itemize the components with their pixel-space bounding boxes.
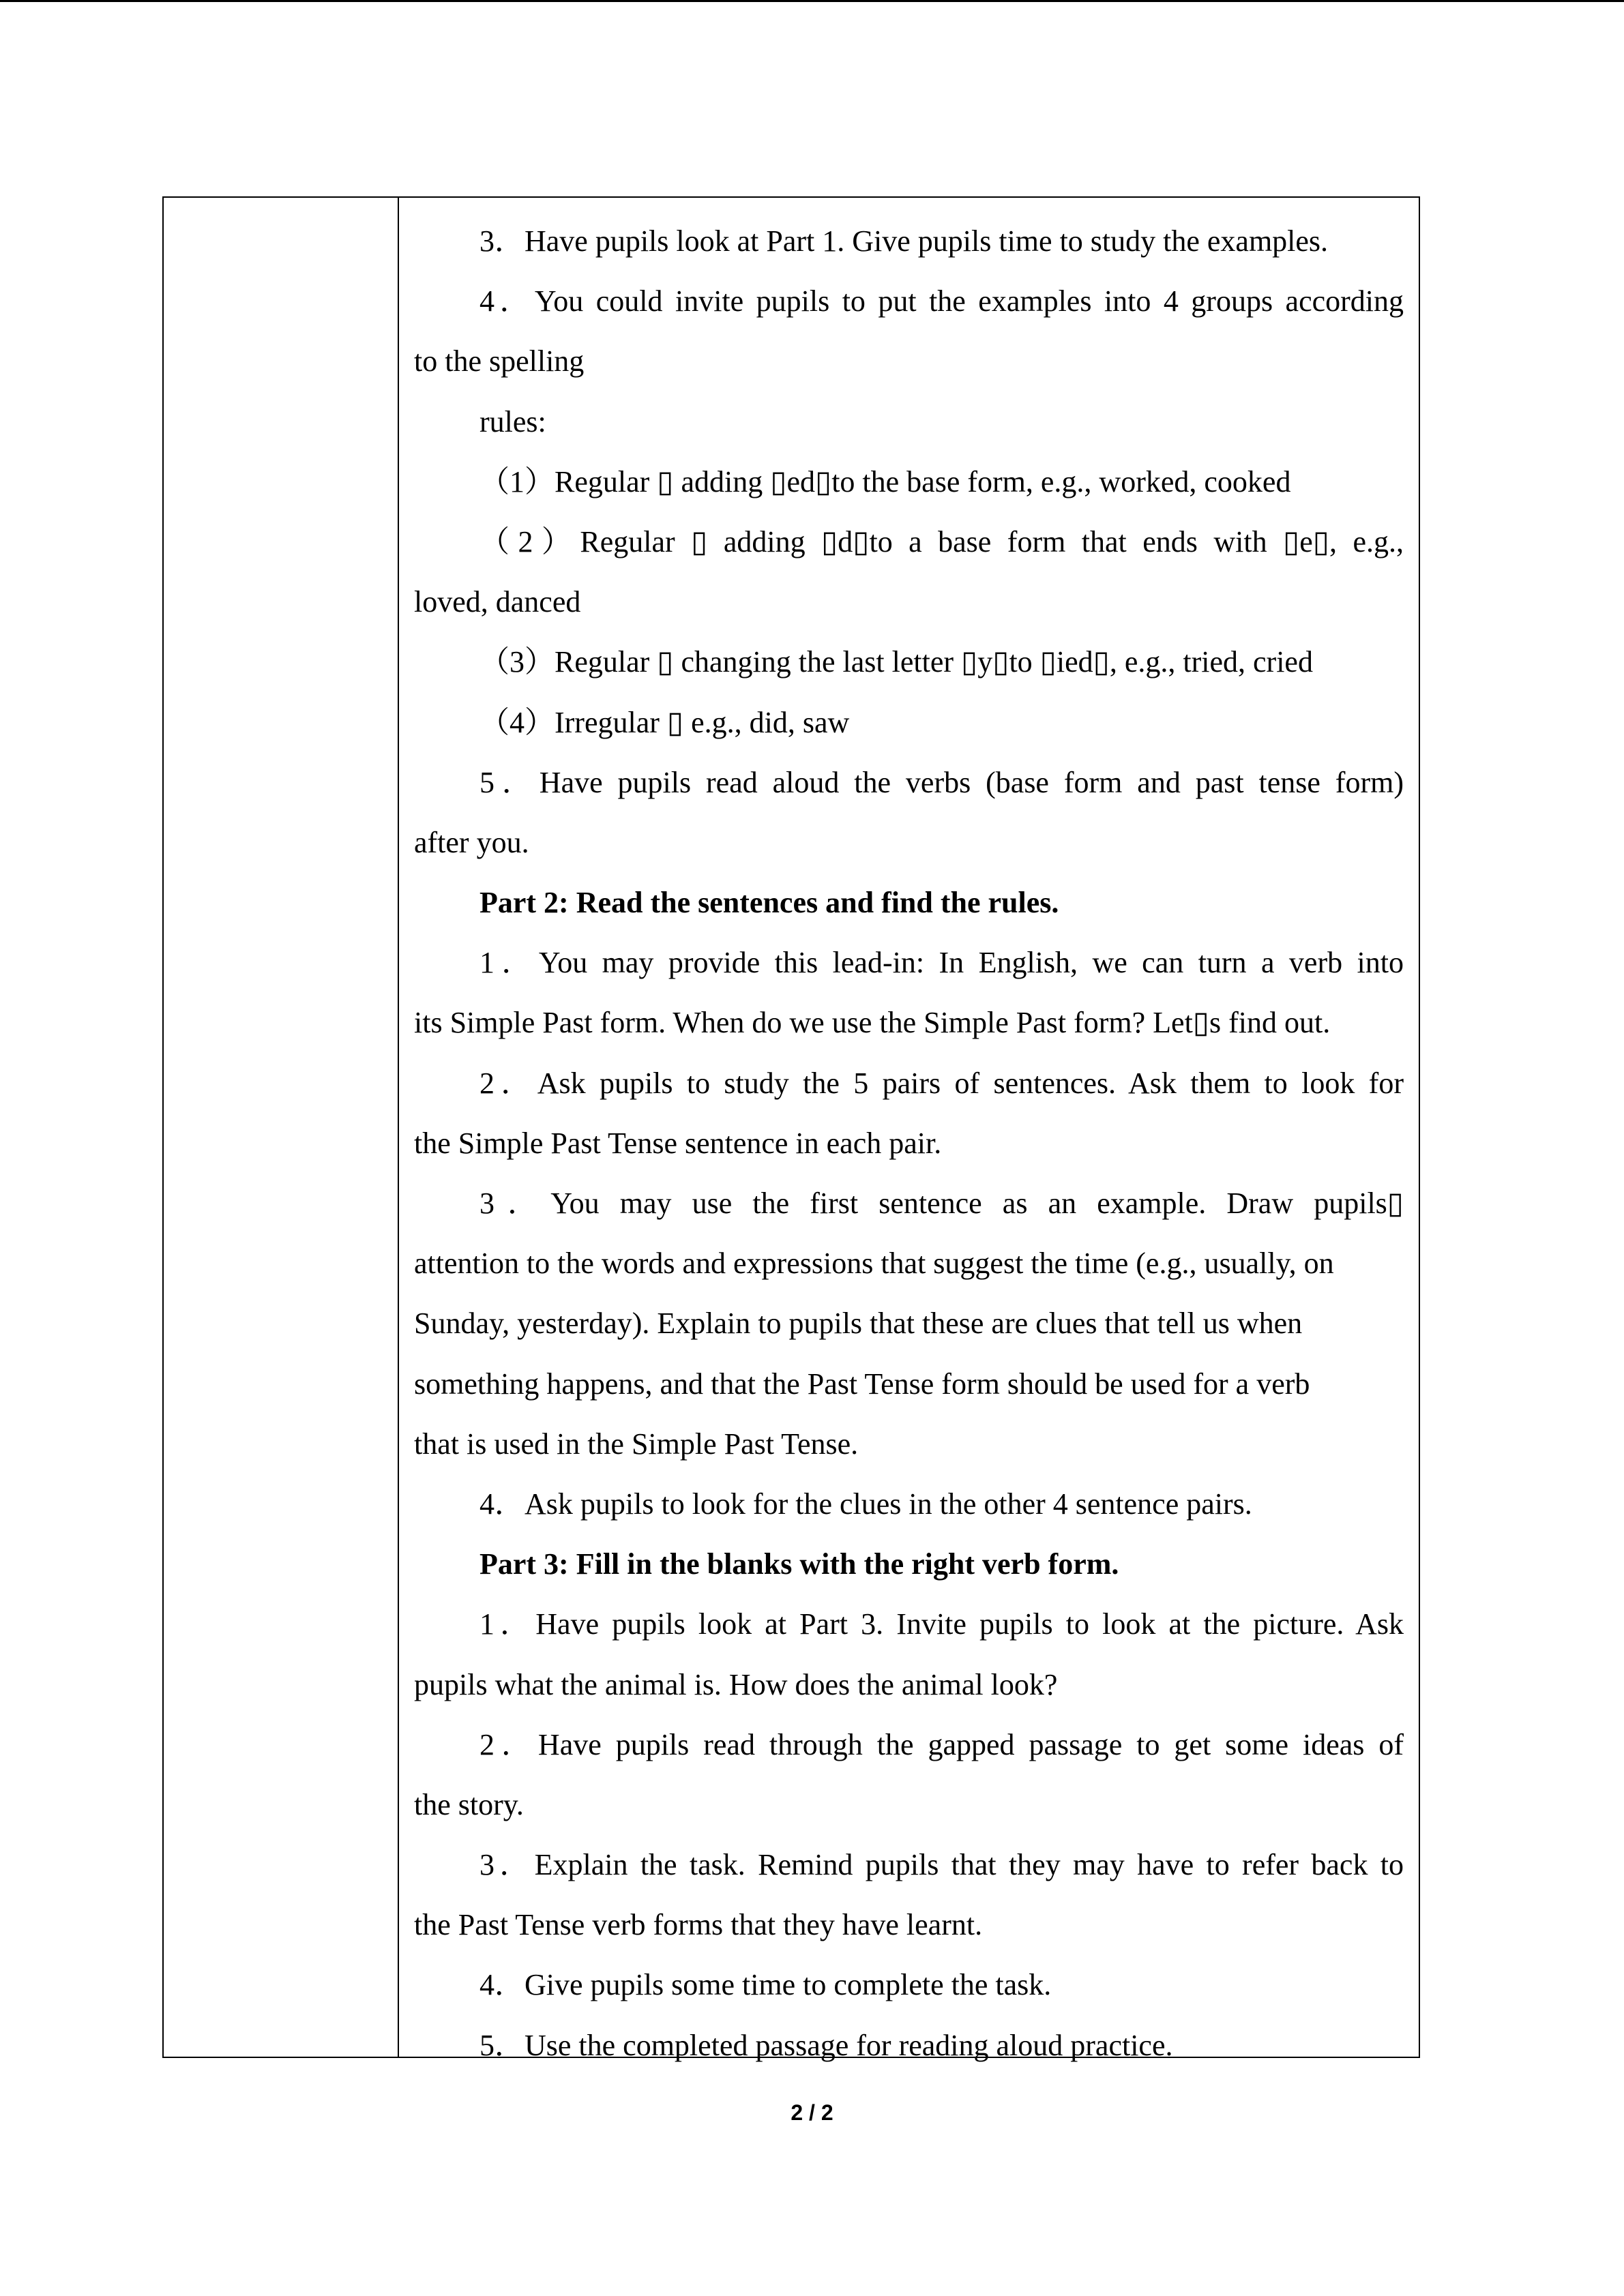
step-line: 4．You could invite pupils to put the examples into 4 groups according [479,284,1404,318]
step-line: 2．Have pupils read through the gapped passage to get some ideas of [479,1727,1404,1761]
step-line: 5．Have pupils read aloud the verbs (base form and past tense form) [479,765,1404,799]
rule-item: （2）Regular ▯ adding ▯d▯to a base form that ends with ▯e▯, e.g., [479,524,1404,558]
step-line: 1．Have pupils look at Part 3. Invite pupils to look at the picture. Ask [479,1607,1404,1641]
step-line: to the spelling [414,344,585,378]
lesson-table [162,196,1420,2062]
section-heading-part-2: Part 2: Read the sentences and find the rules. [479,886,1059,920]
section-heading-part-3: Part 3: Fill in the blanks with the right verb form. [479,1547,1119,1581]
page-top-border [0,0,1624,2]
step-line: 4．Ask pupils to look for the clues in the other 4 sentence pairs. [479,1487,1252,1521]
step-line: Sunday, yesterday). Explain to pupils that these are clues that tell us when [414,1307,1303,1341]
step-line: 3．You may use the first sentence as an example. Draw pupils▯ [479,1187,1404,1220]
step-line: something happens, and that the Past Tense form should be used for a verb [414,1367,1310,1401]
step-line: after you. [414,825,529,859]
rule-item: （1）Regular ▯ adding ▯ed▯to the base form, e.g., worked, cooked [479,464,1291,498]
rule-item: loved, danced [414,585,581,619]
step-line: the Past Tense verb forms that they have learnt. [414,1908,983,1942]
step-line: its Simple Past form. When do we use the Simple Past form? Let▯s find out. [414,1006,1331,1040]
page-number: 2 / 2 [791,2100,833,2125]
left-column-cell [164,198,399,2057]
step-line: rules: [479,404,546,438]
rule-item: （3）Regular ▯ changing the last letter ▯y▯to ▯ied▯, e.g., tried, cried [479,645,1313,679]
step-line: that is used in the Simple Past Tense. [414,1427,859,1461]
right-column-cell [399,198,1419,2062]
step-line: the story. [414,1787,524,1821]
step-line: 3．Explain the task. Remind pupils that they may have to refer back to [479,1848,1404,1882]
step-line: 5．Use the completed passage for reading aloud practice. [479,2028,1173,2062]
step-line: pupils what the animal is. How does the animal look? [414,1667,1058,1701]
step-line: the Simple Past Tense sentence in each pair. [414,1126,942,1160]
step-line: 3．Have pupils look at Part 1. Give pupils time to study the examples. [479,224,1329,258]
step-line: attention to the words and expressions that suggest the time (e.g., usually, on [414,1247,1334,1281]
step-line: 4．Give pupils some time to complete the task. [479,1968,1052,2002]
step-line: 1．You may provide this lead-in: In English, we can turn a verb into [479,946,1404,980]
rule-item: （4）Irregular ▯ e.g., did, saw [479,705,850,739]
step-line: 2．Ask pupils to study the 5 pairs of sentences. Ask them to look for [479,1066,1404,1100]
